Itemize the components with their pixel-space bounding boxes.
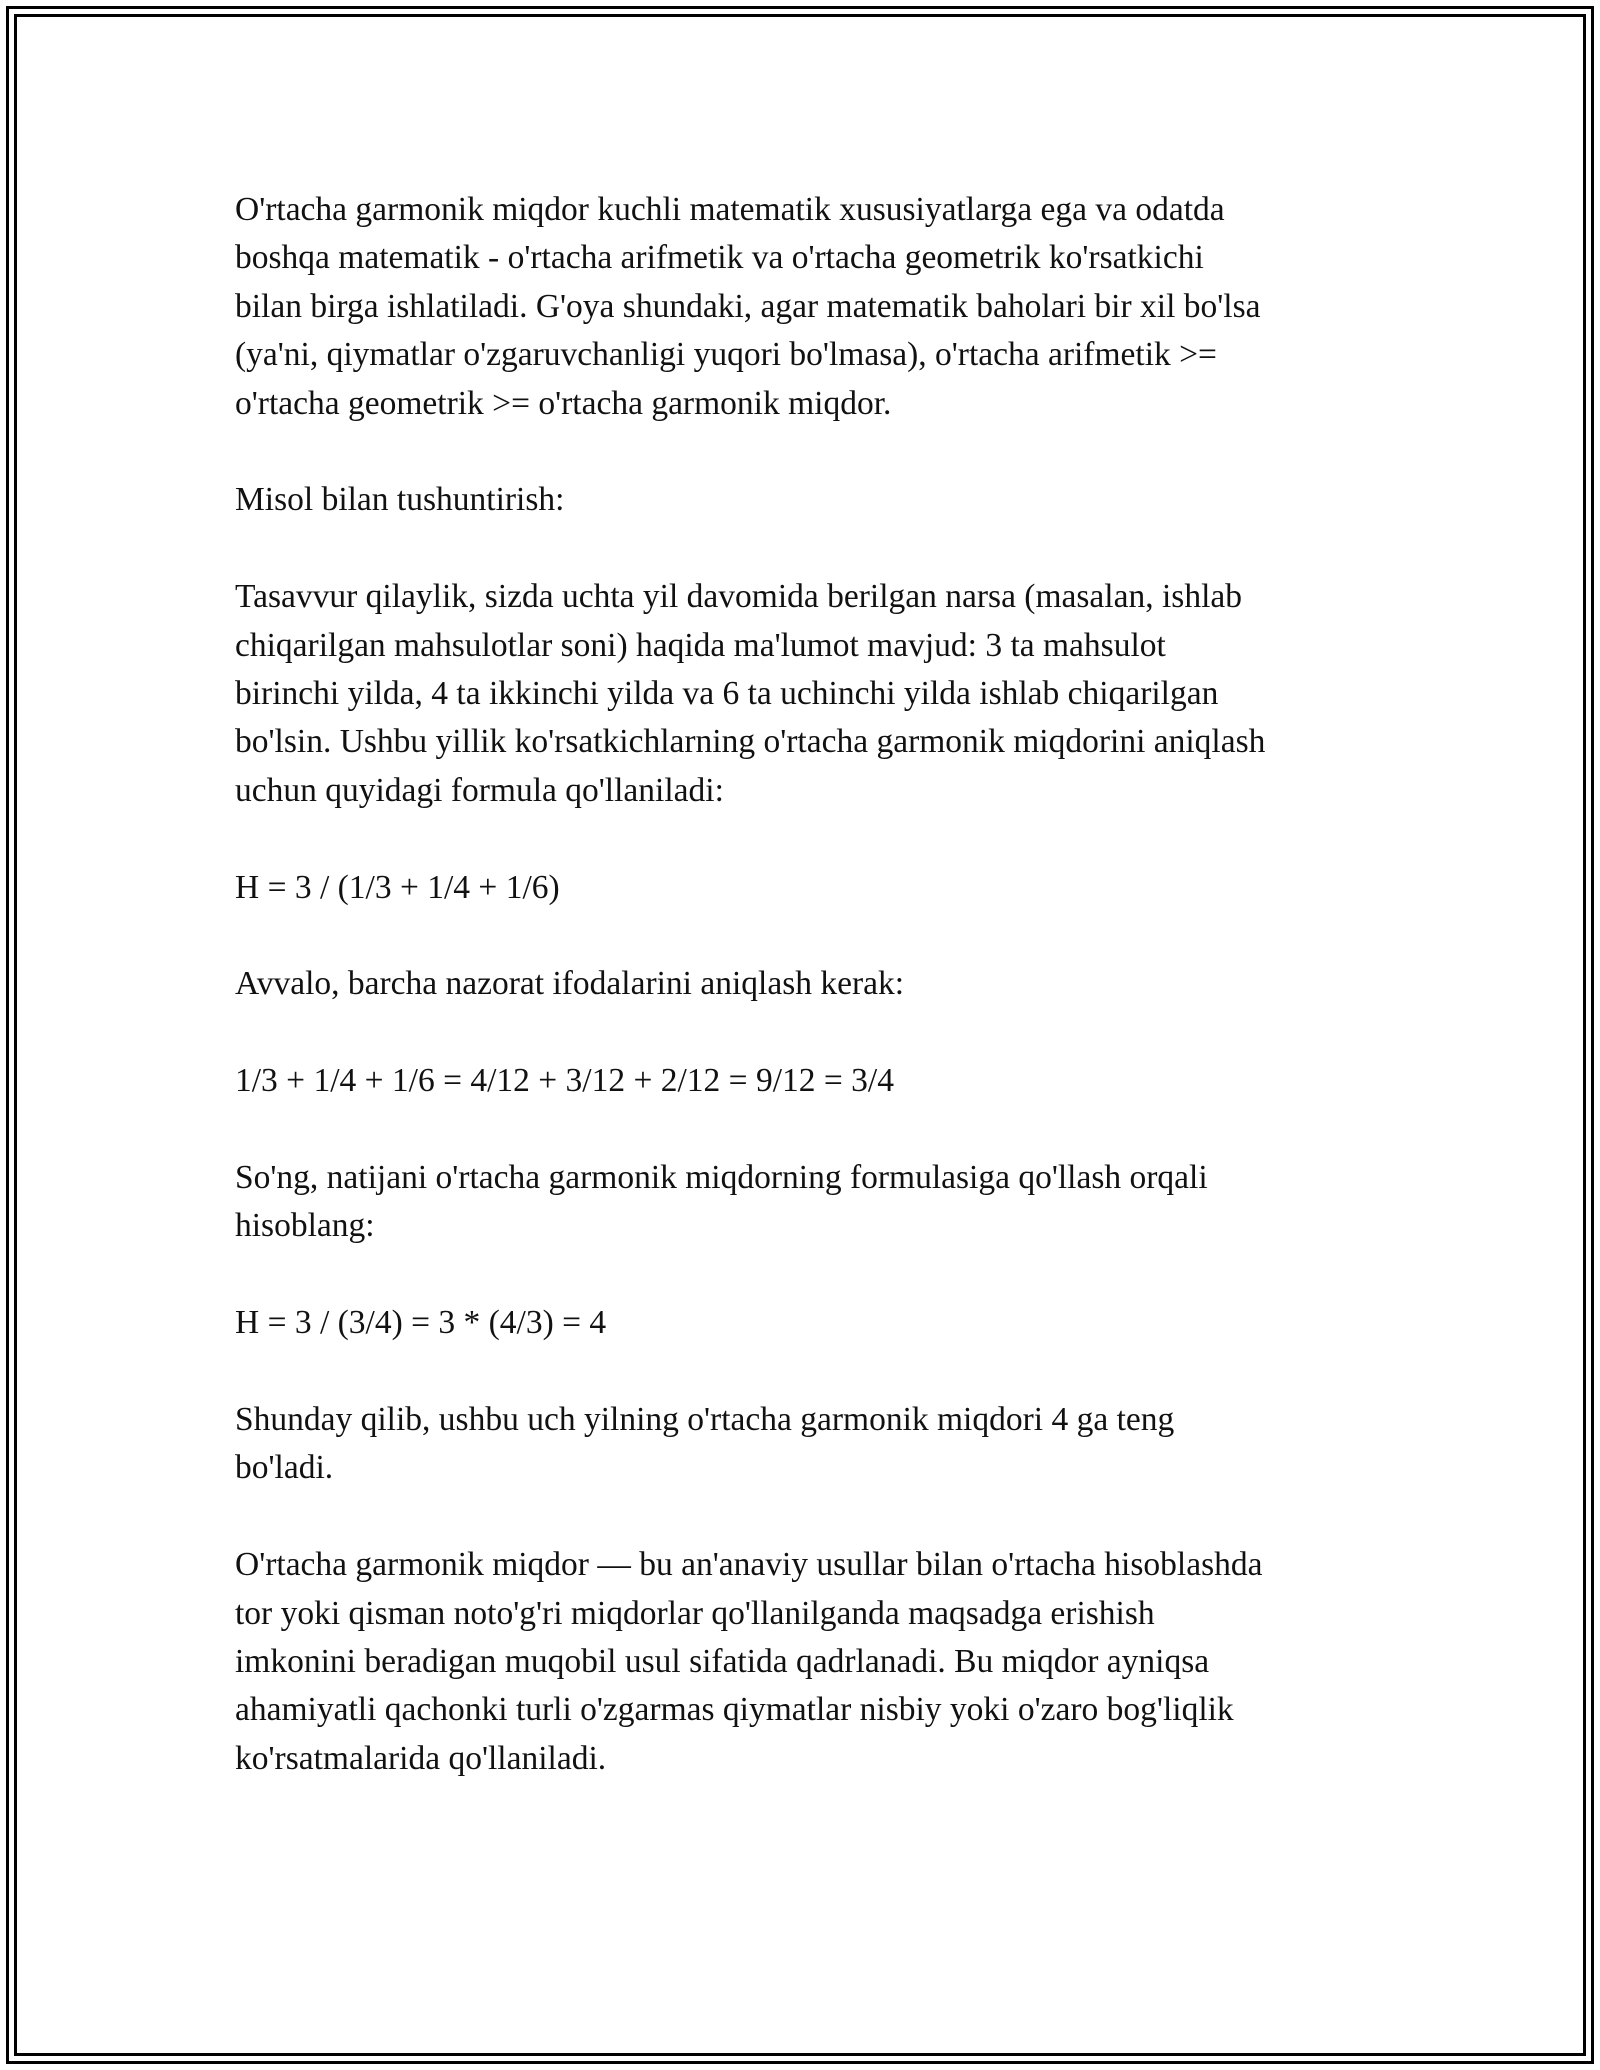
paragraph-example-heading: Misol bilan tushuntirish: xyxy=(235,481,565,519)
document-body xyxy=(235,186,1385,1832)
paragraph-step-two: So'ng, natijani o'rtacha garmonik miqdorning formulasiga qo'llash orqali hisoblang: xyxy=(235,1159,1208,1245)
paragraph-step-one: Avvalo, barcha nazorat ifodalarini aniqlash kerak: xyxy=(235,965,905,1003)
formula-sum-of-reciprocals: 1/3 + 1/4 + 1/6 = 4/12 + 3/12 + 2/12 = 9/12 = 3/4 xyxy=(235,1062,894,1100)
formula-result: H = 3 / (3/4) = 3 * (4/3) = 4 xyxy=(235,1304,607,1342)
paragraph-summary: O'rtacha garmonik miqdor — bu an'anaviy usullar bilan o'rtacha hisoblashda tor yoki qisman noto'g'ri miqdorlar qo'llanilganda maqsadga erishish imkonini beradigan muqobil usul sifatida qadrlanadi. Bu miqdor ayniqsa ahamiyatli qachonki turli o'zgarmas qiymatlar nisbiy yoki o'zaro bog'liqlik ko'rsatmalarida qo'llaniladi. xyxy=(235,1546,1263,1777)
paragraph-conclusion: Shunday qilib, ushbu uch yilning o'rtacha garmonik miqdori 4 ga teng bo'ladi. xyxy=(235,1401,1175,1487)
formula-harmonic-mean: H = 3 / (1/3 + 1/4 + 1/6) xyxy=(235,868,560,906)
paragraph-example-setup: Tasavvur qilaylik, sizda uchta yil davomida berilgan narsa (masalan, ishlab chiqarilgan mahsulotlar soni) haqida ma'lumot mavjud: 3 ta mahsulot birinchi yilda, 4 ta ikkinchi yilda va 6 ta uchinchi yilda ishlab chiqarilgan bo'lsin. Ushbu yillik ko'rsatkichlarning o'rtacha garmonik miqdorini aniqlash uchun quyidagi formula qo'llaniladi: xyxy=(235,578,1266,809)
paragraph-intro: O'rtacha garmonik miqdor kuchli matematik xususiyatlarga ega va odatda boshqa matematik - o'rtacha arifmetik va o'rtacha geometrik ko'rsatkichi bilan birga ishlatiladi. G'oya shundaki, agar matematik baholari bir xil bo'lsa (ya'ni, qiymatlar o'zgaruvchanligi yuqori bo'lmasa), o'rtacha arifmetik >= o'rtacha geometrik >= o'rtacha garmonik miqdor. xyxy=(235,191,1261,422)
